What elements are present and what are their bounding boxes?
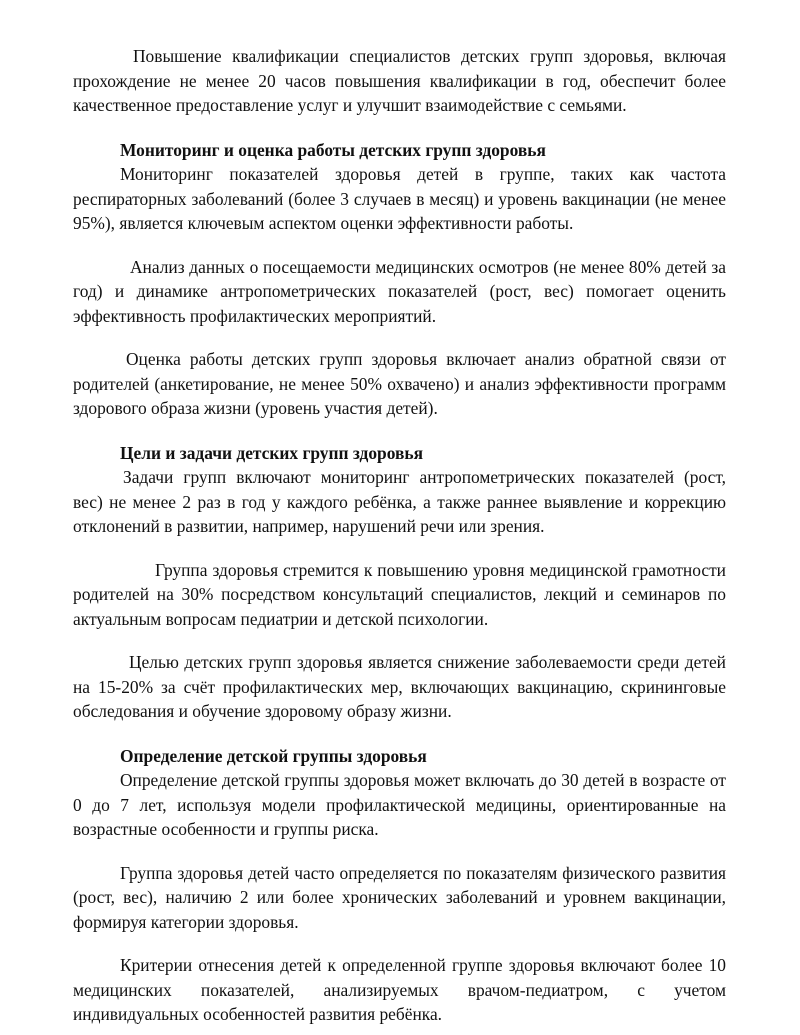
section-heading-goals: Цели и задачи детских групп здоровья <box>120 442 423 463</box>
section-heading-monitoring: Мониторинг и оценка работы детских групп здоровья <box>120 139 546 160</box>
paragraph-monitoring-3: Оценка работы детских групп здоровья включает анализ обратной связи от родителей (анкетирование, не менее 50% охвачено) и анализ эффективности программ здорового образа жизни (уровень участия детей). <box>73 349 726 418</box>
paragraph-monitoring-2: Анализ данных о посещаемости медицинских осмотров (не менее 80% детей за год) и динамике антропометрических показателей (рост, вес) помогает оценить эффективность профилактических мероприятий. <box>73 256 726 326</box>
paragraph-qualification: Повышение квалификации специалистов детских групп здоровья, включая прохождение не менее 20 часов повышения квалификации в год, обеспечит более качественное предоставление услуг и улучшит взаимодействие с семьями. <box>73 46 726 115</box>
paragraph-definition-1: Определение детской группы здоровья может включать до 30 детей в возрасте от 0 до 7 лет, используя модели профилактической медицины, ориентированные на возрастные особенности и группы риска. <box>73 770 726 839</box>
paragraph-definition-2: Группа здоровья детей часто определяется по показателям физического развития (рост, вес), наличию 2 или более хронических заболеваний и уровнем вакцинации, формируя категории здоровья. <box>73 862 726 932</box>
paragraph-goals-1: Задачи групп включают мониторинг антропометрических показателей (рост, вес) не менее 2 раз в год у каждого ребёнка, а также раннее выявление и коррекцию отклонений в развитии, например, нарушений речи или зрения. <box>73 467 726 536</box>
paragraph-monitoring-1: Мониторинг показателей здоровья детей в группе, таких как частота респираторных заболеваний (более 3 случаев в месяц) и уровень вакцинации (не менее 95%), является ключевым аспектом оценки эффективности работы. <box>73 164 726 233</box>
paragraph-definition-3: Критерии отнесения детей к определенной группе здоровья включают более 10 медицинских показателей, анализируемых врачом-педиатром, с учетом индивидуальных особенностей развития ребёнка. <box>73 955 726 1024</box>
paragraph-goals-2: Группа здоровья стремится к повышению уровня медицинской грамотности родителей на 30% посредством консультаций специалистов, лекций и семинаров по актуальным вопросам педиатрии и детской психологии. <box>73 559 726 629</box>
document-page <box>73 44 726 1027</box>
paragraph-goals-3: Целью детских групп здоровья является снижение заболеваемости среди детей на 15-20% за счёт профилактических мер, включающих вакцинацию, скрининговые обследования и обучение здоровому образу жизни. <box>73 652 726 721</box>
section-heading-definition: Определение детской группы здоровья <box>120 745 427 766</box>
